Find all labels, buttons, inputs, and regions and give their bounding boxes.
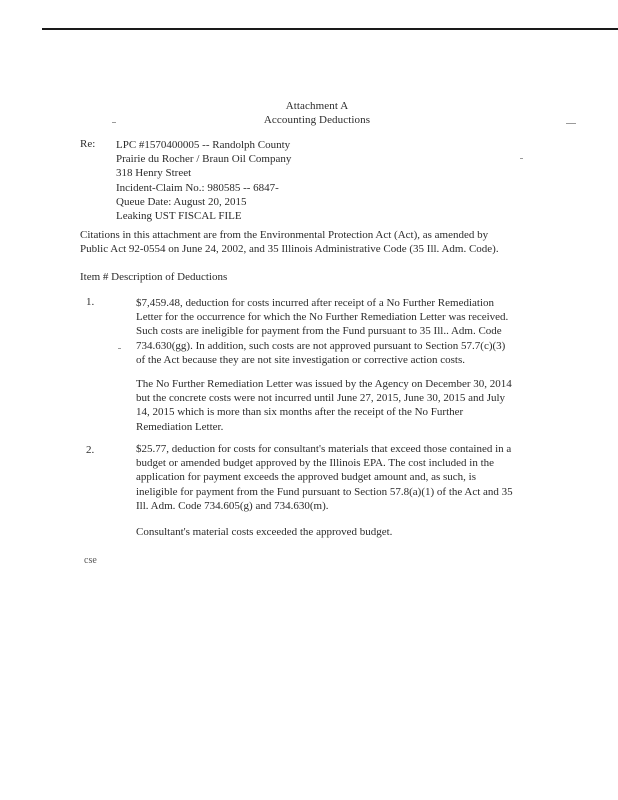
re-line-queue-date: Queue Date: August 20, 2015 [116, 195, 247, 208]
scan-speck [112, 122, 116, 123]
text-line: Consultant's material costs exceeded the approved budget. [136, 526, 393, 538]
re-block [116, 138, 291, 223]
text-line: $25.77, deduction for costs for consultant's materials that exceed those contained in a [136, 443, 512, 455]
text-line: Such costs are ineligible for payment from the Fund pursuant to 35 Ill.. Adm. Code [136, 325, 502, 338]
citations-line: Public Act 92-0554 on June 24, 2002, and 35 Illinois Administrative Code (35 Ill. Adm. Code). [80, 243, 499, 255]
text-line: The No Further Remediation Letter was issued by the Agency on December 30, 2014 [136, 378, 512, 390]
text-line: application for payment exceeds the approved budget amount and, as such, is [136, 471, 476, 484]
attachment-label: Attachment A [285, 100, 349, 112]
re-line-lpc: LPC #1570400005 -- Randolph County [116, 139, 291, 151]
text-fragment: 734.630( [136, 339, 176, 352]
text-line: Letter for the occurrence for which the No Further Remediation Letter was received. [136, 311, 509, 324]
text-line: 14, 2015 which is more than six months after the receipt of the No Further [136, 406, 464, 419]
text-line: Ill. Adm. Code 734.605(g) and 734.630(m). [136, 499, 329, 512]
text-line: Remediation Letter. [136, 420, 224, 433]
page-title: Accounting Deductions [263, 114, 371, 126]
text-line: but the concrete costs were not incurred until June 27, 2015, June 30, 2015 and July [136, 392, 506, 405]
scan-speck [566, 123, 576, 124]
scan-speck [520, 158, 523, 159]
text-line [136, 339, 536, 353]
text-line: of the Act because they are not site investigation or corrective action costs. [136, 353, 465, 366]
item-1-paragraph-1 [136, 296, 536, 367]
text-fragment: ). In addition, such costs are not approved pursuant to Section 57.7(c)(3) [186, 339, 506, 352]
scan-speck [118, 348, 121, 349]
underlined-fragment: gg [175, 339, 187, 352]
item-number: 1. [86, 296, 95, 308]
text-line: $7,459.48, deduction for costs incurred after receipt of a No Further Remediation [136, 297, 494, 309]
top-rule [42, 28, 618, 30]
items-header: Item # Description of Deductions [80, 271, 228, 283]
re-line-file: Leaking UST FISCAL FILE [116, 210, 242, 223]
item-2-paragraph-1 [136, 442, 536, 513]
typist-initials: cse [84, 555, 97, 566]
item-2-paragraph-2 [136, 525, 536, 539]
re-line-address: 318 Henry Street [116, 167, 192, 180]
re-line-company: Prairie du Rocher / Braun Oil Company [116, 153, 292, 166]
item-1-paragraph-2 [136, 377, 536, 434]
text-line: budget or amended budget approved by the Illinois EPA. The cost included in the [136, 457, 495, 470]
re-line-incident: Incident-Claim No.: 980585 -- 6847- [116, 181, 279, 194]
citations-line: Citations in this attachment are from the Environmental Protection Act (Act), as amended by [80, 229, 489, 241]
text-line: ineligible for payment from the Fund pursuant to Section 57.8(a)(1) of the Act and 35 [136, 485, 513, 498]
item-number: 2. [86, 444, 95, 456]
re-label: Re: [80, 138, 96, 150]
citations-paragraph [80, 228, 540, 256]
